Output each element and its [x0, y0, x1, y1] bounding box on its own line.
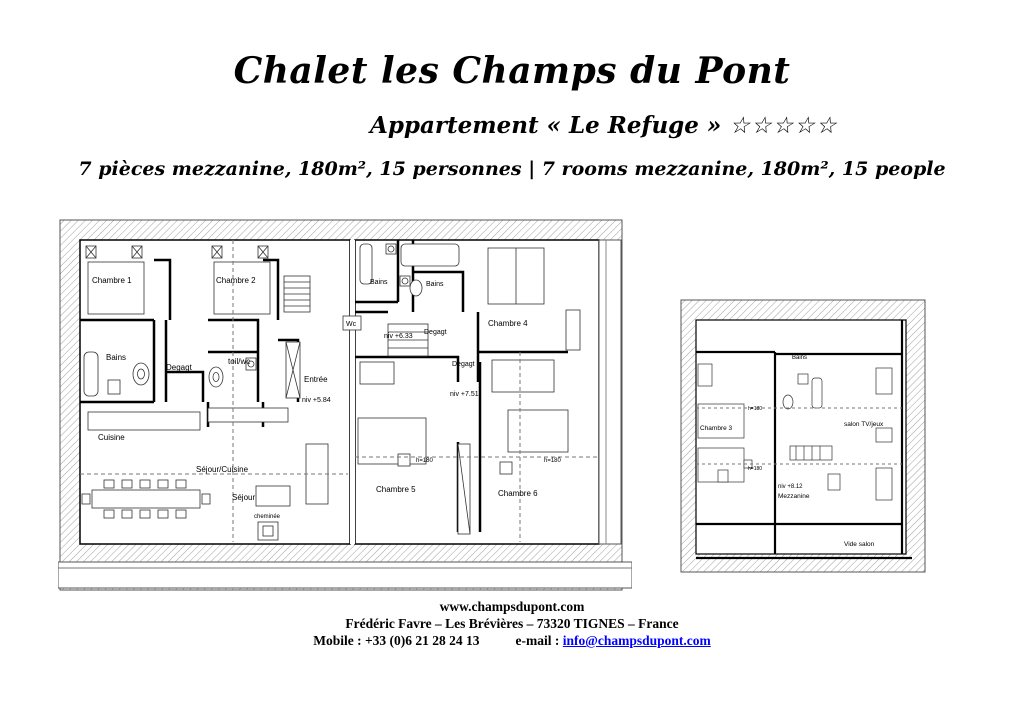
- postal-address: Frédéric Favre – Les Brévières – 73320 TIGNES – France: [345, 616, 679, 631]
- label-entree: Entrée: [304, 375, 328, 384]
- label-degagt-mid: Degagt: [424, 329, 447, 336]
- label-wc: Wc: [346, 321, 357, 328]
- email-link[interactable]: info@champsdupont.com: [562, 633, 711, 648]
- label-h180-b: h=180: [544, 458, 561, 464]
- label-sejour-cuisine: Séjour/Cuisine: [196, 465, 249, 474]
- mezz-label-h180-a: h=180: [748, 406, 763, 412]
- label-bains-left: Bains: [106, 353, 127, 362]
- label-chambre6: Chambre 6: [498, 489, 538, 498]
- page-title: Chalet les Champs du Pont: [233, 50, 791, 92]
- label-cuisine: Cuisine: [98, 433, 125, 442]
- mezz-label-niv812: niv +8.12: [778, 484, 803, 490]
- label-bains-a: Bains: [370, 279, 388, 286]
- mezz-label-bains: Bains: [792, 355, 808, 361]
- label-h180-a: h=180: [416, 458, 433, 464]
- label-chambre1: Chambre 1: [92, 276, 132, 285]
- label-degagt-left: Degagt: [166, 363, 192, 372]
- email-label: e-mail :: [515, 633, 560, 648]
- mezz-label-chambre3: Chambre 3: [700, 425, 733, 432]
- mezz-label-salon: salon TV/jeux: [844, 421, 884, 428]
- main-floor-plan: [58, 212, 632, 594]
- label-chambre4: Chambre 4: [488, 319, 528, 328]
- label-chambre5: Chambre 5: [376, 485, 416, 494]
- apartment-tagline: 7 pièces mezzanine, 180m², 15 personnes | 7 rooms mezzanine, 180m², 15 people: [78, 158, 946, 180]
- mezz-label-h180-b: h=180: [748, 466, 763, 472]
- label-niv751: niv +7.51: [450, 391, 479, 398]
- website-link[interactable]: www.champsdupont.com: [439, 599, 585, 614]
- star-rating: ☆☆☆☆☆: [729, 113, 838, 139]
- label-bains-b: Bains: [426, 281, 444, 288]
- label-degagt-right: Degagt: [452, 361, 475, 368]
- label-niv633: niv +6.33: [384, 333, 413, 340]
- label-cheminee: cheminée: [254, 514, 281, 520]
- label-chambre2: Chambre 2: [216, 276, 256, 285]
- mezzanine-plan: [680, 298, 926, 574]
- mezz-label-mezzanine: Mezzanine: [778, 493, 810, 500]
- label-sejour: Séjour: [232, 493, 256, 502]
- apartment-subtitle: [370, 112, 837, 139]
- contact-footer: [0, 598, 1024, 649]
- apartment-name: Appartement « Le Refuge »: [370, 112, 722, 139]
- contact-row: [0, 632, 1024, 649]
- mobile-number: Mobile : +33 (0)6 21 28 24 13: [313, 633, 480, 648]
- label-toilwc: toil/wc: [228, 357, 251, 366]
- label-niv584: niv +5.84: [302, 397, 331, 404]
- mezz-label-vide-salon: Vide salon: [844, 541, 875, 548]
